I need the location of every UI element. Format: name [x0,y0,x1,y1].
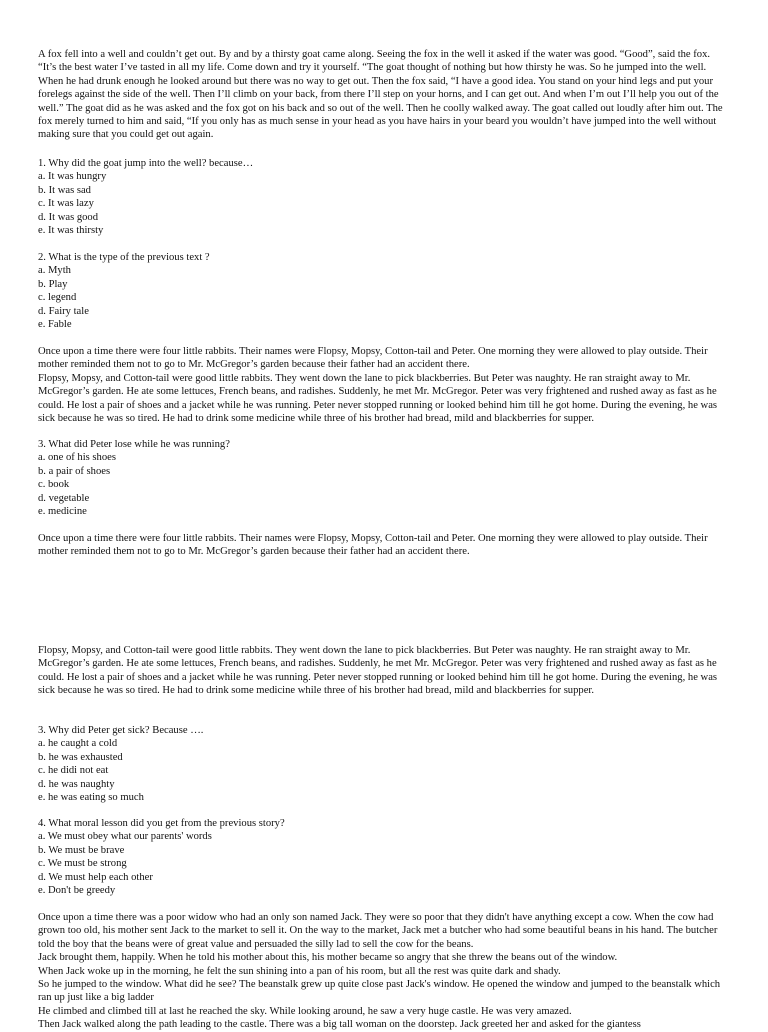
option-c: c. legend [38,292,77,304]
question-2 [38,251,730,331]
story-line: So he jumped to the window. What did he see? The beanstalk grew up quite close past Jack's window. He opened the window and jumped to the beanstalk which ran up just like a big ladder [38,979,721,1004]
option-c: c. We must be strong [38,858,127,870]
question-text: 3. Why did Peter get sick? Because …. [38,725,204,736]
option-d: d. We must help each other [38,871,153,883]
option-c: c. he didi not eat [38,765,109,777]
option-b: b. he was exhausted [38,751,123,763]
story-rabbits-continued [38,644,730,698]
option-d: d. he was naughty [38,778,115,790]
story-paragraph: Once upon a time there were four little rabbits. Their names were Flopsy, Mopsy, Cotton-tail and Peter. One morning they were allowed to play outside. Their mother reminded them not to go to Mr. McGregor’s garden because their father had an accident there. [38,533,708,558]
option-b: b. It was sad [38,184,91,196]
question-text: 2. What is the type of the previous text ? [38,252,210,263]
story-paragraph: Flopsy, Mopsy, and Cotton-tail were good little rabbits. They went down the lane to pick blackberries. But Peter was naughty. He ran straight away to Mr. McGregor’s garden. He ate some lettuces, French beans, and radishes. Suddenly, he met Mr. McGregor. Peter was very frightened and rushed away as fast as he could. He lost a pair of shoes and a jacket while he was running. Peter never stopped running or looked behind him till he got home. During the evening, he was sick because he was so tired. He had to drink some medicine while three of his brother had bread, mild and blackberries for supper. [38,645,718,697]
option-c: c. It was lazy [38,198,94,210]
story-line: Jack brought them, happily. When he told his mother about this, his mother became so angry that she threw the beans out of the window. [38,952,618,964]
option-a: a. he caught a cold [38,738,118,750]
story-jack-beanstalk [38,911,730,1032]
option-b: b. Play [38,278,68,290]
option-a: a. Myth [38,265,71,277]
question-4 [38,817,730,897]
option-a: a. We must obey what our parents' words [38,831,212,843]
story-line: Once upon a time there was a poor widow who had an only son named Jack. They were so poor that they didn't have anything except a cow. When the cow had grown too old, his mother sent Jack to the market to sell it. On the way to the market, Jack met a butcher who had some beautiful beans in his hand. The butcher told the boy that the beans were of great value and persuaded the silly lad to sell the cow for the beans. [38,912,718,950]
story-rabbits-repeat [38,532,730,559]
option-e: e. Fable [38,319,72,331]
option-e: e. It was thirsty [38,225,104,237]
option-c: c. book [38,479,70,491]
question-3-lose [38,438,730,518]
option-d: d. vegetable [38,492,90,504]
option-e: e. Don't be greedy [38,885,116,897]
question-text: 4. What moral lesson did you get from the previous story? [38,818,285,829]
story-line: Then Jack walked along the path leading to the castle. There was a big tall woman on the doorstep. Jack greeted her and asked for the giantess [38,1019,641,1031]
question-3-sick [38,724,730,804]
option-b: b. a pair of shoes [38,465,111,477]
option-b: b. We must be brave [38,844,125,856]
story-rabbits [38,345,730,425]
story-paragraph: Flopsy, Mopsy, and Cotton-tail were good little rabbits. They went down the lane to pick blackberries. But Peter was naughty. He ran straight away to Mr. McGregor’s garden. He ate some lettuces, French beans, and radishes. Suddenly, he met Mr. McGregor. Peter was very frightened and rushed away as fast as he could. He lost a pair of shoes and a jacket while he was running. Peter never stopped running or looked behind him till he got home. During the evening, he was sick because he was so tired. He had to drink some medicine while three of his brother had bread, mild and blackberries for supper. [38,372,718,425]
story-line: He climbed and climbed till at last he reached the sky. While looking around, he saw a very huge castle. He was very amazed. [38,1005,572,1017]
story-fox-and-goat [38,48,730,142]
question-1 [38,157,730,237]
story-line: When Jack woke up in the morning, he felt the sun shining into a pan of his room, but all the rest was quite dark and shady. [38,965,561,977]
story-paragraph: A fox fell into a well and couldn’t get out. By and by a thirsty goat came along. Seeing the fox in the well it asked if the water was good. “Good”, said the fox. “It’s the best water I’ve tasted in all my life. Come down and try it yourself. “The goat thought of nothing but how thirsty he was. So he jumped into the well. When he had drunk enough he looked around but there was no way to get out. Then the fox said, “I have a good idea. You stand on your hind legs and put your forelegs against the side of the well. Then I’ll climb on your back, from there I’ll step on your horns, and I can get out. And when I’m out I’ll help you out of the well.” The goat did as he was asked and the fox got on his back and so out of the well. Then he coolly walked away. The goat called out loudly after him out. The fox merely turned to him and said, “If you only has as much sense in your head as you have hairs in your beard you wouldn’t have jumped into the well without making sure that you could get out again. [38,49,723,141]
story-paragraph: Once upon a time there were four little rabbits. Their names were Flopsy, Mopsy, Cotton-tail and Peter. One morning they were allowed to play outside. Their mother reminded them not to go to Mr. McGregor’s garden because their father had an accident there. [38,346,708,371]
question-text: 1. Why did the goat jump into the well? because… [38,158,254,169]
question-text: 3. What did Peter lose while he was running? [38,439,230,450]
option-a: a. It was hungry [38,171,107,183]
option-e: e. medicine [38,506,87,518]
option-d: d. Fairy tale [38,305,89,317]
option-e: e. he was eating so much [38,792,144,804]
option-d: d. It was good [38,211,99,223]
option-a: a. one of his shoes [38,452,116,464]
